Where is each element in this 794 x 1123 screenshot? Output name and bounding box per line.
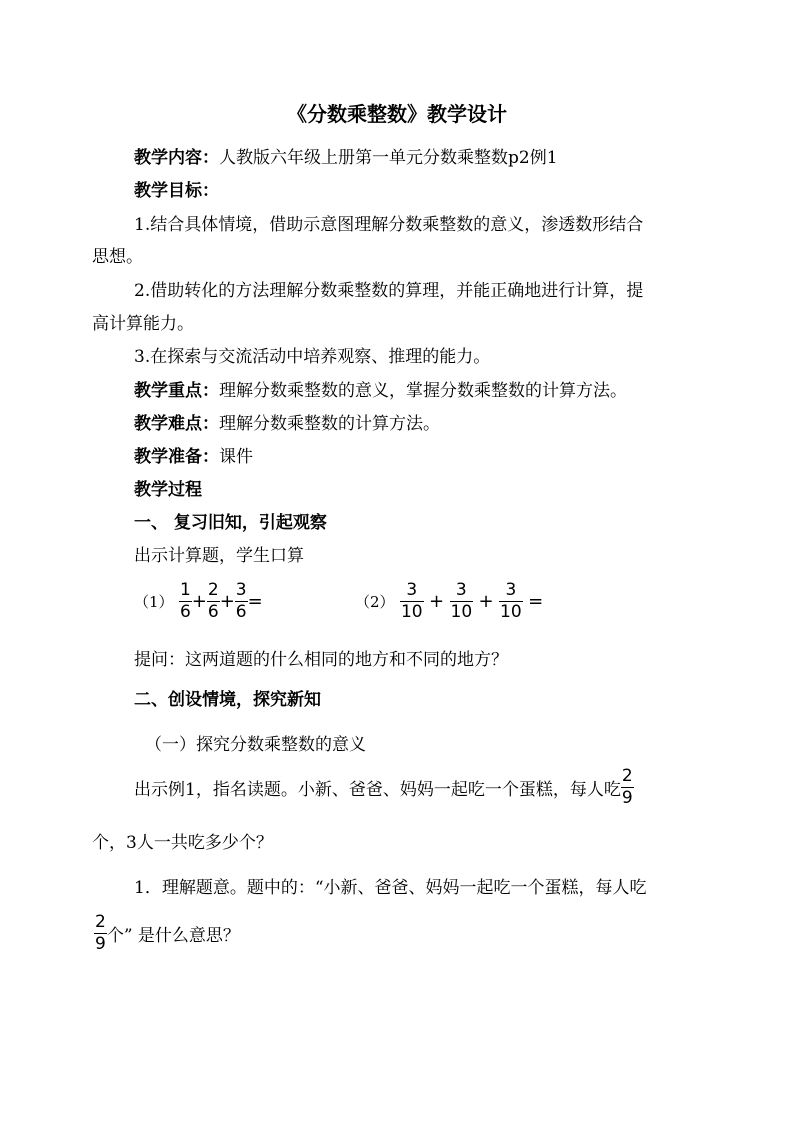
- equals-sign: =: [247, 591, 263, 612]
- example-line: [134, 768, 634, 807]
- step-1-cont-text: 个” 是什么意思？: [106, 926, 240, 946]
- difficulty-line: [134, 414, 440, 434]
- section-1-heading: 一、 复习旧知，引起观察: [134, 513, 327, 533]
- goals-label: 教学目标：: [134, 181, 219, 201]
- difficulty-text: 理解分数乘整数的计算方法。: [219, 414, 440, 434]
- prep-line: [134, 447, 253, 467]
- exercise-2-label: （2）: [355, 593, 395, 611]
- process-heading: 教学过程: [134, 480, 202, 500]
- example-fraction: $\frac{2}{9}$: [621, 766, 633, 808]
- fraction: $\frac{3}{10}$: [400, 580, 423, 622]
- question-text: 提问：这两道题的什么相同的地方和不同的地方？: [134, 650, 508, 670]
- fraction: $\frac{1}{6}$: [179, 580, 191, 622]
- difficulty-label: 教学难点：: [134, 414, 219, 434]
- goal-3: 3.在探索与交流活动中培养观察、推理的能力。: [134, 347, 491, 367]
- fraction: $\frac{2}{6}$: [207, 580, 219, 622]
- prep-label: 教学准备：: [134, 447, 219, 467]
- plus-sign: +: [191, 591, 207, 612]
- section-2-heading: 二、创设情境，探究新知: [134, 690, 321, 710]
- key-point-label: 教学重点：: [134, 381, 219, 401]
- example-text: 出示例1，指名读题。小新、爸爸、妈妈一起吃一个蛋糕，每人吃: [134, 780, 621, 800]
- content-line: [134, 148, 558, 168]
- content-label: 教学内容：: [134, 148, 219, 168]
- plus-sign: +: [478, 591, 494, 612]
- goal-2-line-1: 2.借助转化的方法理解分数乘整数的算理，并能正确地进行计算，提: [134, 281, 644, 301]
- plus-sign: +: [219, 591, 235, 612]
- step-1-fraction: $\frac{2}{9}$: [95, 912, 106, 954]
- document-title: 《分数乘整数》教学设计: [287, 102, 507, 126]
- content-text: 人教版六年级上册第一单元分数乘整数p2例1: [219, 148, 558, 168]
- show-calc-text: 出示计算题，学生口算: [134, 546, 304, 566]
- plus-sign: +: [429, 591, 445, 612]
- goal-2-line-2: 高计算能力。: [92, 314, 194, 334]
- step-1-continued: [94, 914, 240, 953]
- exercise-1: [134, 582, 263, 621]
- fraction: $\frac{3}{6}$: [235, 580, 247, 622]
- goal-1-line-1: 1.结合具体情境，借助示意图理解分数乘整数的意义，渗透数形结合: [134, 215, 644, 235]
- key-point-line: [134, 381, 627, 401]
- goal-1-line-2: 思想。: [92, 247, 143, 267]
- equals-sign: =: [528, 591, 544, 612]
- example-continued: 个，3人一共吃多少个？: [92, 833, 273, 853]
- exercise-2: [355, 582, 543, 621]
- subsection-1-heading: （一）探究分数乘整数的意义: [145, 735, 366, 755]
- fraction: $\frac{3}{10}$: [450, 580, 473, 622]
- step-1-text: 1．理解题意。题中的：“小新、爸爸、妈妈一起吃一个蛋糕，每人吃: [134, 878, 647, 898]
- exercise-1-label: （1）: [134, 593, 174, 611]
- prep-text: 课件: [219, 447, 253, 467]
- fraction: $\frac{3}{10}$: [500, 580, 522, 622]
- key-point-text: 理解分数乘整数的意义，掌握分数乘整数的计算方法。: [219, 381, 627, 401]
